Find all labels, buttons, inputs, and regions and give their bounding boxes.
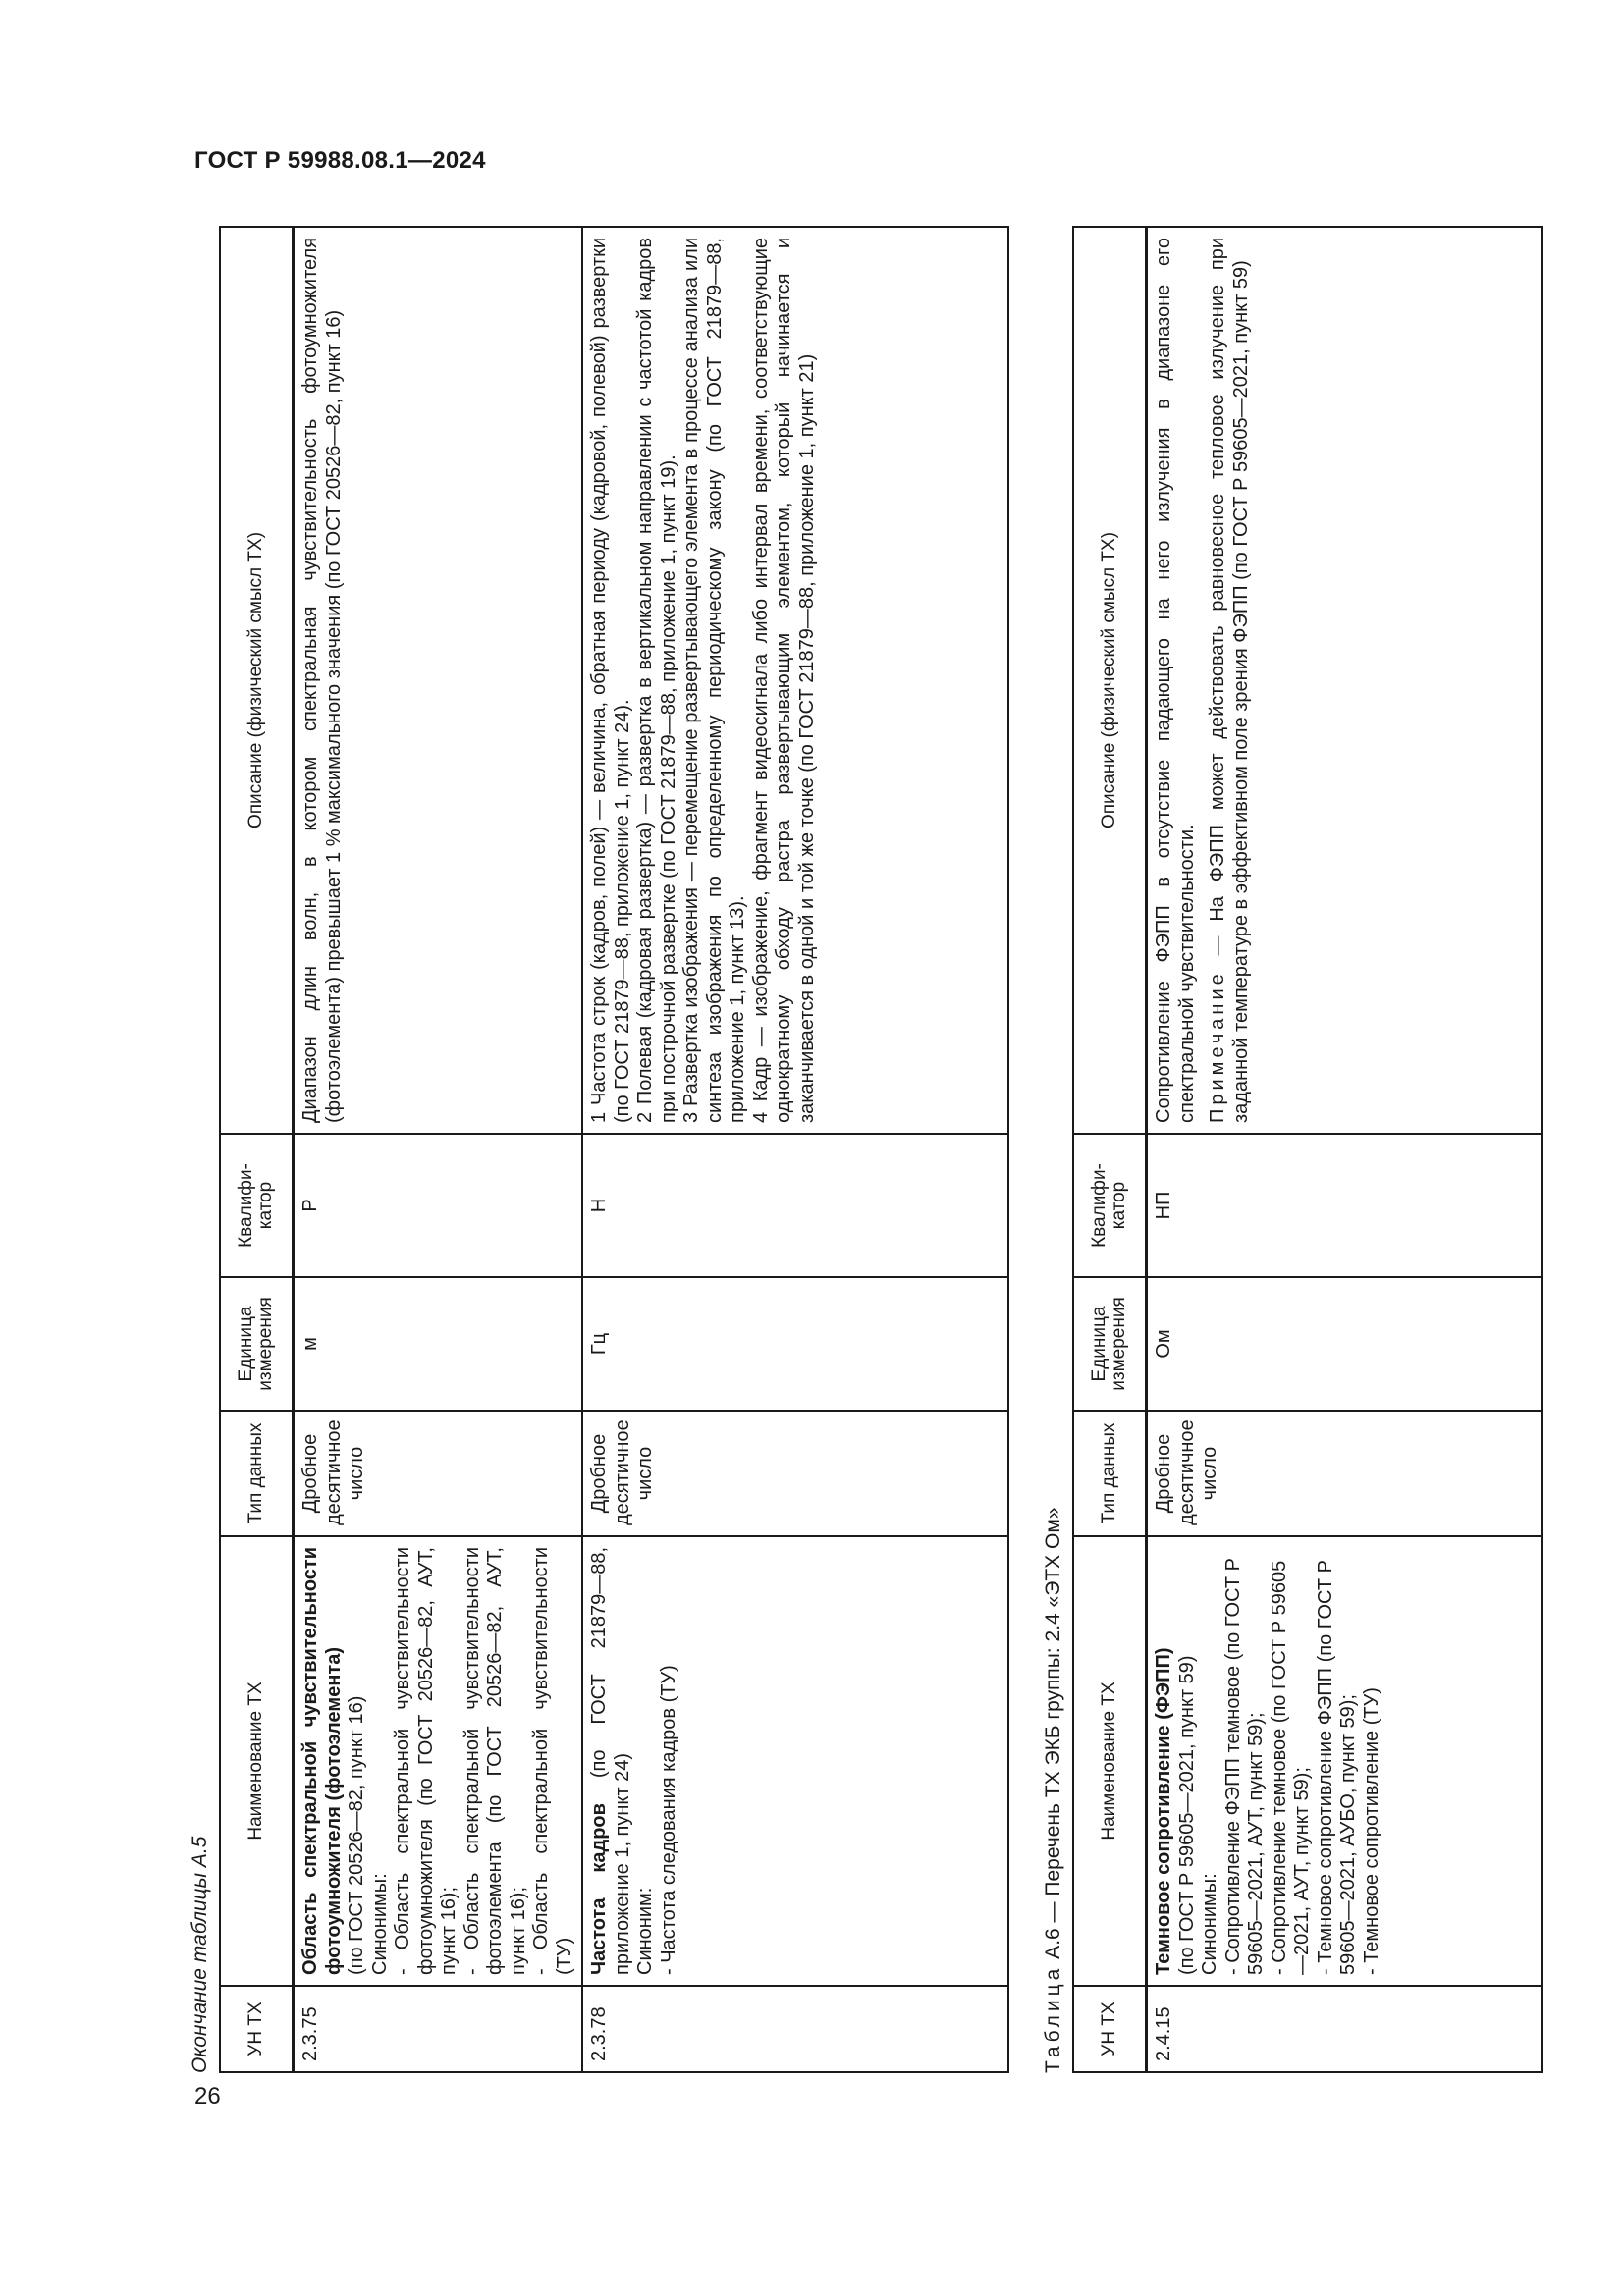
page-number: 26 [194,2083,221,2109]
table-header-row [1073,227,1147,2072]
col-header-unit: Единица измерения [1073,1277,1147,1411]
description-text: Сопротивление ФЭПП в отсутствие падающего на него излучения в диапазоне его спектральной чувствительности. [1153,238,1198,1123]
cell-qualifier: НП [1147,1134,1543,1277]
col-header-id: УН ТХ [220,1986,294,2072]
synonym-item: - Область спектральной чувствительности (ТУ) [530,1547,575,1975]
table-header-row [220,227,294,2072]
table-a5-caption: Окончание таблицы А.5 [189,1836,211,2073]
cell-unit: Гц [582,1277,1008,1411]
note-text: — На ФЭПП может действовать равновесное тепловое излучение при заданной температуре в эффективном поле зрения ФЭПП (по ГОСТ Р 59605—2021, пункт 59) [1207,238,1252,1123]
table-row [294,227,583,2072]
synonyms-label: Синоним: [634,1887,656,1975]
table-row [582,227,1008,2072]
synonym-item: - Темновое сопротивление (ТУ) [1360,1687,1382,1975]
synonym-item: - Сопротивление темновое (по ГОСТ Р 59605—2021, АУТ, пункт 59); [1268,1560,1313,1975]
cell-data-type: Дробное десятичное число [1147,1411,1543,1536]
col-header-description: Описание (физический смысл ТХ) [220,227,294,1134]
name-reference: (по ГОСТ 20526—82, пункт 16) [346,1695,367,1975]
table-a6 [1072,226,1543,2073]
caption-text: А.6 — Перечень ТХ ЭКБ группы: 2.4 «ЭТХ Ом» [1042,1507,1064,1959]
synonym-item: - Область спектральной чувствительности фотоумножителя (по ГОСТ 20526—82, АУТ, пункт 16); [392,1547,460,1975]
description-note [1207,238,1253,1123]
cell-unit: Ом [1147,1277,1543,1411]
table-a5 [219,226,1009,2073]
synonyms-label: Синонимы: [368,1873,391,1975]
name-reference: (по ГОСТ 21879—88, приложение 1, пункт 24) [588,1547,633,1975]
synonym-item: - Сопротивление ФЭПП темновое (по ГОСТ Р 59605—2021, АУТ, пункт 59); [1221,1558,1267,1975]
table-row [1147,227,1543,2072]
cell-unit: м [294,1277,583,1411]
synonym-item: - Частота следования кадров (ТУ) [657,1665,679,1975]
col-header-name: Наименование ТХ [220,1536,294,1986]
caption-prefix: Таблица [1042,1964,1064,2073]
name-title: Область спектральной чувствительности фотоумножителя (фотоэлемента) [299,1547,345,1975]
document-header: ГОСТ Р 59988.08.1—2024 [194,147,486,174]
description-item: 2 Полевая (кадровая развертка) — развертка в вертикальном направлении с частотой кадров при построчной развертке (по ГОСТ 21879—88, приложение 1, пункт 19). [634,238,679,1123]
rotated-content [182,228,1488,2073]
cell-data-type: Дробное десятичное число [294,1411,583,1536]
name-title: Темновое сопротивление (ФЭПП) [1153,1647,1174,1975]
synonym-item: - Темновое сопротивление ФЭПП (по ГОСТ Р 59605—2021, АУБО, пункт 59); [1314,1560,1359,1975]
cell-qualifier: Н [582,1134,1008,1277]
col-header-type: Тип данных [220,1411,294,1536]
cell-name [582,1536,1008,1986]
name-title: Частота кадров [588,1803,610,1975]
col-header-id: УН ТХ [1073,1986,1147,2072]
cell-description [1147,227,1543,1134]
cell-name [294,1536,583,1986]
cell-id: 2.4.15 [1147,1986,1543,2072]
cell-description [582,227,1008,1134]
col-header-qualifier: Квалифи-катор [1073,1134,1147,1277]
name-reference: (по ГОСТ Р 59605—2021, пункт 59) [1175,1655,1198,1975]
col-header-name: Наименование ТХ [1073,1536,1147,1986]
synonyms-label: Синонимы: [1199,1873,1220,1975]
cell-data-type: Дробное десятичное число [582,1411,1008,1536]
cell-description: Диапазон длин волн, в котором спектральная чувствительность фотоумножителя (фотоэлемента) превышает 1 % максимального значения (по ГОСТ 20526—82, пункт 16) [294,227,583,1134]
col-header-description: Описание (физический смысл ТХ) [1073,227,1147,1134]
cell-qualifier: Р [294,1134,583,1277]
cell-name [1147,1536,1543,1986]
synonym-item: - Область спектральной чувствительности фотоэлемента (по ГОСТ 20526—82, АУТ, пункт 16); [460,1547,529,1975]
col-header-qualifier: Квалифи-катор [220,1134,294,1277]
note-label: Примечание [1207,970,1228,1123]
col-header-unit: Единица измерения [220,1277,294,1411]
description-item: 3 Развертка изображения — перемещение развертывающего элемента в процессе анализа или синтеза изображения по определенному периодическому закону (по ГОСТ 21879—88, приложение 1, пункт 13). [680,238,748,1123]
table-a6-caption [1035,228,1072,2073]
description-item: 1 Частота строк (кадров, полей) — величина, обратная периоду (кадровой, полевой) развертки (по ГОСТ 21879—88, приложение 1, пункт 24). [588,238,633,1123]
description-item: 4 Кадр — изображение, фрагмент видеосигнала либо интервал времени, соответствующие однократному обходу растра развертывающим элементом, который начинается и заканчивается в одной и той же точке (по ГОСТ 21879—88, приложение 1, пункт 21) [749,238,818,1123]
cell-id: 2.3.75 [294,1986,583,2072]
cell-id: 2.3.78 [582,1986,1008,2072]
col-header-type: Тип данных [1073,1411,1147,1536]
